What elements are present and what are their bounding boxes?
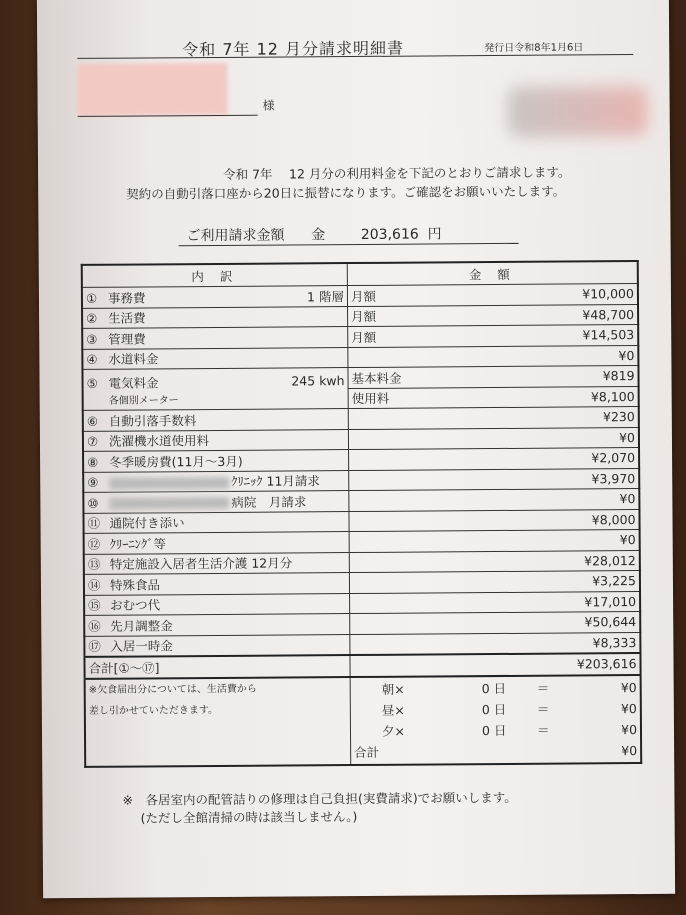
row-amount: ¥0 <box>618 429 635 445</box>
row-item: 特殊食品 <box>109 577 161 593</box>
row-item: 管理費 <box>108 331 146 347</box>
total-label: 合計[①～⑰] <box>84 655 350 678</box>
footer-note-1: ※ 各居室内の配管詰りの修理は自己負担(実費請求)でお願いします。 <box>122 789 517 808</box>
meal-row <box>354 719 637 742</box>
row-item: 通院付き添い <box>109 515 185 531</box>
row-amount: ¥17,010 <box>584 593 637 610</box>
row-item: 水道料金 <box>108 351 159 367</box>
total-amount: ¥203,616 <box>350 653 641 677</box>
row-number: ② <box>86 311 98 327</box>
meal-days: 0 日 <box>481 722 507 739</box>
row-amount: ¥10,000 <box>582 286 634 302</box>
redacted-text <box>109 497 229 510</box>
row-number: ⑩ <box>87 495 99 511</box>
row-number: ⑫ <box>87 536 101 552</box>
basic-fee-label: 基本料金 <box>351 370 402 386</box>
meal-equals: ＝ <box>536 722 550 738</box>
row-subnote: 各個別メーター <box>108 394 179 407</box>
meal-label: 夕× <box>381 723 406 739</box>
meal-days: 0 日 <box>481 680 507 697</box>
row-amount: ¥0 <box>618 347 635 363</box>
basic-fee: ¥819 <box>602 368 635 384</box>
row-amount: ¥8,333 <box>592 634 637 651</box>
row-number: ⑬ <box>87 557 101 573</box>
document-title: 令和 7年 12 月分請求明細書 <box>182 38 405 60</box>
breakdown-table <box>81 260 643 767</box>
row-number: ⑥ <box>86 413 99 429</box>
row-item: 病院 月請求 <box>231 494 307 510</box>
row-item: 特定施設入居者生活介護 12月分 <box>109 555 293 572</box>
row-number: ⑧ <box>87 454 99 470</box>
row-type: 月額 <box>351 329 377 345</box>
meal-equals: ＝ <box>536 701 550 717</box>
meal-section <box>85 675 642 767</box>
footer-note-2: (ただし全館清掃の時は該当しません。) <box>140 808 358 826</box>
row-item: 自動引落手数料 <box>108 412 197 429</box>
message-line-2: 契約の自動引落口座から20日に振替になります。ご確認をお願いいたします。 <box>126 183 566 202</box>
row-amount: ¥2,070 <box>591 450 636 466</box>
row-note: 1 階層 <box>306 288 345 305</box>
meal-row <box>354 677 637 700</box>
redacted-name <box>77 63 227 116</box>
row-amount: ¥14,503 <box>582 327 635 343</box>
row-item: 洗濯機水道使用料 <box>108 433 210 449</box>
meal-days: 0 日 <box>481 701 507 718</box>
billing-kin: 金 <box>311 227 326 244</box>
meal-total-label: 合計 <box>354 744 380 761</box>
row-item: 冬季暖房費(11月～3月) <box>109 453 243 470</box>
row-item: 事務費 <box>107 290 146 306</box>
row-item: 入居一時金 <box>110 638 173 654</box>
row-amount: ¥3,970 <box>591 470 636 487</box>
meal-equals: ＝ <box>536 680 550 696</box>
row-usage: 245 kwh <box>291 373 345 389</box>
billing-yen: 円 <box>427 226 442 243</box>
row-number: ⑭ <box>87 577 101 593</box>
meal-note-1: ※欠食届出分については、生活費から <box>88 683 257 696</box>
row-amount: ¥8,000 <box>591 511 636 528</box>
meal-amount: ¥0 <box>620 679 637 695</box>
name-underline <box>78 115 258 117</box>
row-number: ④ <box>86 352 98 368</box>
meal-label: 昼× <box>381 702 405 718</box>
row-amount: ¥28,012 <box>584 552 636 569</box>
row-number: ⑦ <box>86 434 99 450</box>
row-number: ⑯ <box>88 618 101 634</box>
row-number: ⑪ <box>87 516 101 532</box>
usage-fee-label: 使用料 <box>351 391 390 407</box>
row-item: 先月調整金 <box>110 618 173 634</box>
billing-amount <box>186 223 441 245</box>
row-item: 生活費 <box>108 310 146 326</box>
row-item: おむつ代 <box>110 597 161 613</box>
honorific: 様 <box>262 98 275 113</box>
meal-note-2: 差し引かせていただきます。 <box>88 704 219 717</box>
row-number: ⑨ <box>87 475 99 491</box>
row-number: ⑰ <box>88 639 101 655</box>
row-number: ⑮ <box>88 598 101 614</box>
row-type: 月額 <box>350 288 377 304</box>
meal-row <box>354 698 637 721</box>
row-amount: ¥230 <box>602 409 635 425</box>
meal-amount: ¥0 <box>621 721 638 737</box>
row-amount: ¥0 <box>619 532 636 548</box>
row-amount: ¥48,700 <box>582 306 635 323</box>
row-number: ① <box>85 290 98 306</box>
redacted-issuer <box>507 86 647 137</box>
header-amount: 金 額 <box>347 261 638 286</box>
billing-total: 203,616 <box>360 226 419 243</box>
usage-fee: ¥8,100 <box>590 388 635 405</box>
row-item: ｸﾘｰﾆﾝｸﾞ等 <box>109 536 166 552</box>
row-amount: ¥50,644 <box>584 614 637 630</box>
row-number: ⑤ <box>86 375 98 391</box>
message-line-1: 令和 7年 12 月分の利用料金を下記のとおりご請求します。 <box>223 164 571 182</box>
meal-amount: ¥0 <box>620 700 637 716</box>
row-amount: ¥0 <box>619 491 636 507</box>
row-number: ③ <box>86 331 98 347</box>
meal-label: 朝× <box>381 681 405 697</box>
row-type: 月額 <box>351 309 377 325</box>
billing-label: ご利用請求金額 <box>186 227 285 245</box>
meal-total: ¥0 <box>621 742 638 758</box>
row-amount: ¥3,225 <box>592 573 637 589</box>
redacted-text <box>109 477 229 490</box>
issue-date: 発行日令和8年1月6日 <box>484 42 584 55</box>
row-item: 電気料金 <box>108 374 159 391</box>
invoice-paper <box>37 0 675 898</box>
header-breakdown: 内 訳 <box>82 263 348 287</box>
row-item: ｸﾘﾆｯｸ 11月請求 <box>231 473 320 490</box>
